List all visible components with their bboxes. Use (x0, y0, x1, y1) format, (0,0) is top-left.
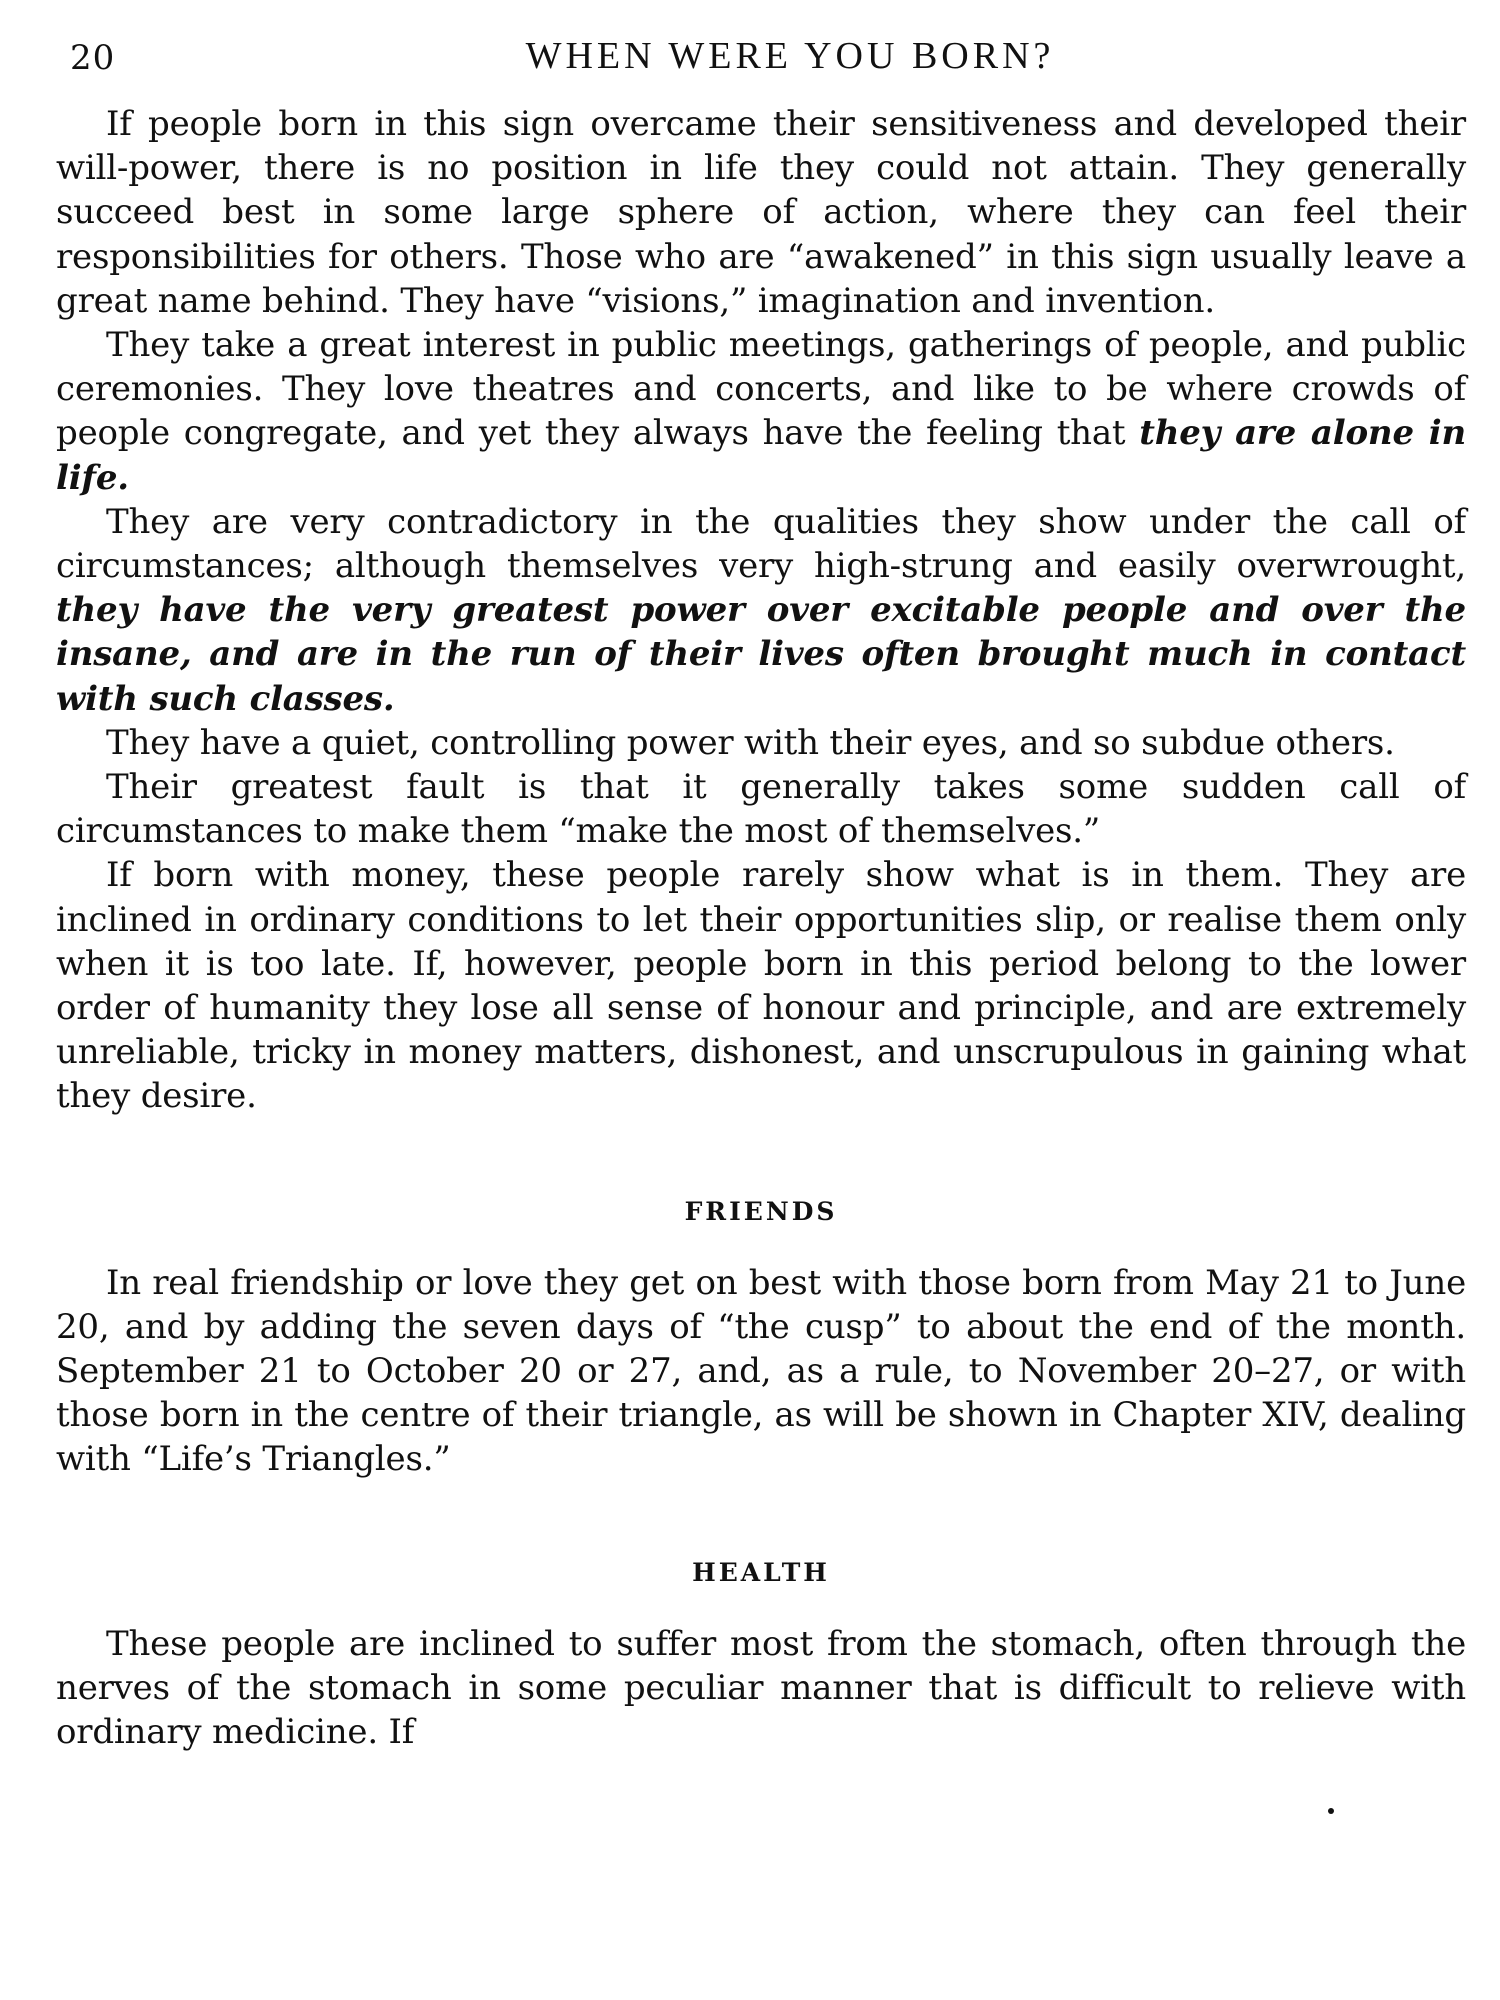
paragraph-public-meetings (56, 323, 1466, 500)
paragraph-emphasis: they are alone in life. (56, 413, 1466, 498)
paragraph-friends (56, 1261, 1466, 1482)
paragraph-intro (56, 102, 1466, 323)
paragraph-text: If people born in this sign overcame their sensitiveness and developed their will-power, there is no position in life they could not attain. They generally succeed best in some large sphere of action, where they can feel their responsibilities for others. Those who are “awakened” in this sign usually leave a great name behind. They have “visions,” imagination and invention. (56, 104, 1466, 321)
paragraph-greatest-fault (56, 765, 1466, 853)
section-heading-friends: FRIENDS (684, 1196, 838, 1226)
paragraph-text: Their greatest fault is that it generally takes some sudden call of circumstances to make them “make the most of themselves.” (56, 767, 1466, 852)
page-body (56, 102, 1466, 1754)
page-number: 20 (70, 38, 116, 78)
paragraph-text: They have a quiet, controlling power with their eyes, and so subdue others. (106, 722, 1395, 763)
paragraph-emphasis: they have the very greatest power over excitable people and over the insane, and are in the run of their lives often brought much in contact with such classes. (56, 590, 1466, 719)
ink-speck (1328, 1808, 1334, 1814)
paragraph-text: They are very contradictory in the qualities they show under the call of circumstances; although themselves very high-strung and easily overwrought, (56, 501, 1466, 587)
paragraph-text: If born with money, these people rarely show what is in them. They are inclined in ordinary conditions to let their opportunities slip, or realise them only when it is too late. If, however, people born in this period belong to the lower order of humanity they lose all sense of honour and principle, and are extremely unreliable, tricky in money matters, dishonest, and unscrupulous in gaining what they desire. (56, 855, 1466, 1117)
page-header (70, 28, 1470, 88)
paragraph-text: In real friendship or love they get on best with those born from May 21 to June 20, and by adding the seven days of “the cusp” to about the end of the month. September 21 to October 20 or 27, and, as a rule, to November 20–27, or with those born in the centre of their triangle, as will be shown in Chapter XIV, dealing with “Life’s Triangles.” (56, 1262, 1466, 1480)
paragraph-text: They take a great interest in public meetings, gatherings of people, and public ceremonies. They love theatres and concerts, and like to be where crowds of people congregate, and yet they always have the feeling that (56, 325, 1466, 454)
paragraph-health (56, 1622, 1466, 1755)
paragraph-contradictory (56, 500, 1466, 721)
running-title: WHEN WERE YOU BORN? (525, 35, 1055, 77)
paragraph-controlling-power (56, 721, 1466, 765)
paragraph-money (56, 853, 1466, 1118)
paragraph-text: These people are inclined to suffer most from the stomach, often through the nerves of the stomach in some peculiar manner that is difficult to relieve with ordinary medicine. If (56, 1623, 1466, 1753)
section-heading-health: HEALTH (692, 1557, 830, 1587)
